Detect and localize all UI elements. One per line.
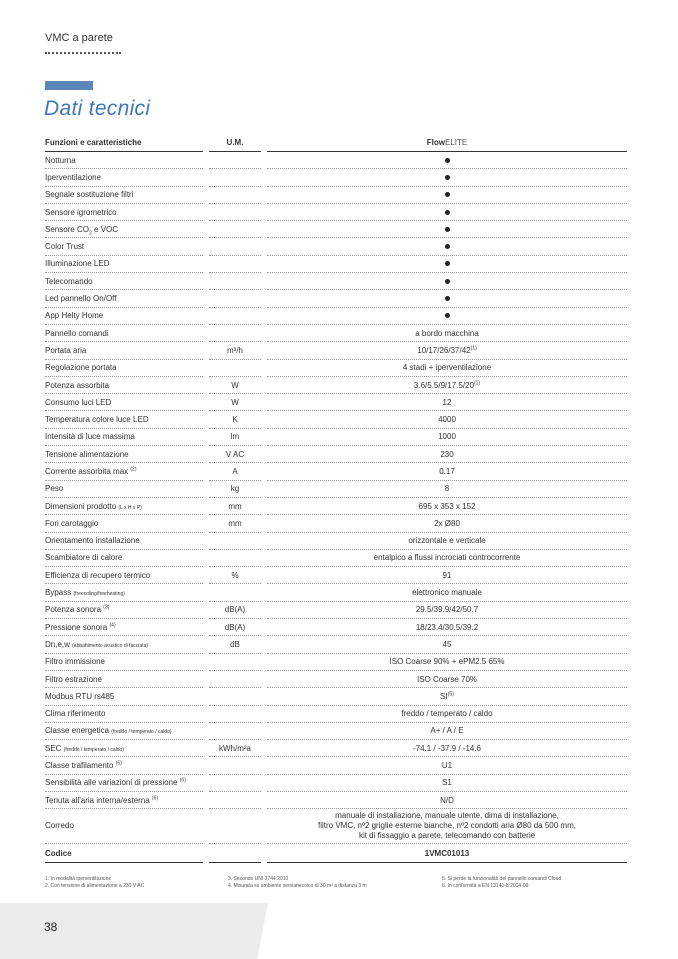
feature-included-bullet-icon [445, 244, 450, 249]
row-label-text: Corrente assorbita max [45, 466, 129, 476]
row-label-text: Consumo luci LED [45, 397, 112, 407]
table-row [45, 723, 627, 740]
row-value-text: A+ / A / E [430, 726, 464, 736]
row-label-text: Temperatura colore luce LED [45, 415, 149, 425]
row-label-text: App Helty Home [45, 311, 104, 321]
row-value-text: 0.17 [439, 466, 455, 476]
page-number: 38 [44, 920, 58, 934]
row-value [267, 273, 627, 290]
feature-included-bullet-icon [445, 210, 450, 215]
row-label [45, 654, 203, 671]
table-row [45, 602, 627, 619]
column-header-unit: U.M. [209, 134, 261, 152]
table-row [45, 550, 627, 567]
footnotes-column [45, 876, 144, 890]
row-value-text: orizzontale e verticale [408, 536, 486, 546]
row-unit [209, 273, 261, 290]
page-title: Dati tecnici [44, 97, 151, 120]
row-unit [209, 290, 261, 307]
footnote-ref: (2) [130, 466, 137, 473]
table-row [45, 152, 627, 169]
row-value [267, 187, 627, 204]
row-label-text: Led pannello On/Off [45, 294, 117, 304]
row-value-text: 45 [442, 639, 452, 649]
footer-panel [0, 903, 268, 959]
row-unit: V AC [209, 446, 261, 463]
row-label [45, 463, 203, 480]
row-value-text: 91 [442, 570, 452, 580]
feature-included-bullet-icon [445, 261, 450, 266]
row-value [267, 238, 627, 255]
row-value [267, 723, 627, 740]
row-label [45, 533, 203, 550]
table-row [45, 411, 627, 428]
column-header-model [267, 134, 627, 152]
row-unit [209, 221, 261, 238]
row-value [267, 671, 627, 688]
row-label [45, 481, 203, 498]
row-label-text: Tenuta all'aria interna/esterna [45, 795, 150, 805]
row-unit: mm [209, 498, 261, 515]
table-row [45, 706, 627, 723]
footnote-ref: (3) [103, 604, 110, 611]
row-label-text: Scambiatore di calore [45, 553, 123, 563]
row-label-note: (abbattimento acustico di facciata) [72, 642, 149, 649]
row-label [45, 342, 203, 359]
row-value [267, 654, 627, 671]
row-value [267, 308, 627, 325]
row-value-text: S1 [442, 778, 452, 788]
row-value [267, 636, 627, 653]
row-value-text: elettronico manuale [412, 588, 482, 598]
row-label-text: Fori carotaggio [45, 518, 99, 528]
row-label-text: Telecomando [45, 276, 93, 286]
header-divider [45, 52, 121, 54]
row-label [45, 723, 203, 740]
row-unit: % [209, 567, 261, 584]
row-value-text: 8 [444, 484, 450, 494]
feature-included-bullet-icon [445, 158, 450, 163]
table-row [45, 567, 627, 584]
row-value [267, 256, 627, 273]
row-value [267, 809, 627, 844]
footnote: 2. Con tensione di alimentazione a 230 V AC [45, 883, 145, 889]
table-row [45, 636, 627, 653]
row-unit [209, 169, 261, 186]
row-label [45, 325, 203, 342]
row-label-text: Pressione sonora [45, 622, 108, 632]
row-value-text: a bordo macchina [415, 328, 479, 338]
table-row [45, 671, 627, 688]
row-label [45, 169, 203, 186]
row-value-text: 4 stadi + iperventilazione [402, 363, 492, 373]
row-label-text: Orientamento installazione [45, 536, 140, 546]
section-label: VMC a parete [45, 32, 113, 44]
feature-included-bullet-icon [445, 296, 450, 301]
row-label-text: Classe trafilamento [45, 761, 114, 771]
row-label-text: Peso [45, 484, 64, 494]
table-row [45, 325, 627, 342]
row-value [267, 360, 627, 377]
spec-table-body [45, 152, 627, 809]
row-value [267, 515, 627, 532]
row-label [45, 792, 203, 809]
feature-included-bullet-icon [445, 192, 450, 197]
row-label-text: Bypass [45, 588, 72, 598]
row-unit: dB [209, 636, 261, 653]
row-label-text: Notturna [45, 155, 76, 165]
row-unit [209, 550, 261, 567]
row-label [45, 152, 203, 169]
row-value [267, 792, 627, 809]
model-suffix: ELITE [444, 138, 468, 147]
row-label-text: Segnale sostituzione filtri [45, 190, 134, 200]
row-label-text: Dimensioni prodotto [45, 501, 117, 511]
row-label [45, 498, 203, 515]
row-unit [209, 688, 261, 705]
row-value [267, 619, 627, 636]
row-label-note: (freecoling/freeheating) [73, 591, 125, 598]
row-label-text: Potenza assorbita [45, 380, 110, 390]
row-label-text: Dn,e,w [45, 639, 70, 649]
row-unit [209, 792, 261, 809]
row-unit: W [209, 394, 261, 411]
row-label-text: Efficienza di recupero termico [45, 570, 151, 580]
row-value [267, 377, 627, 394]
product-code: 1VMC01013 [267, 844, 627, 863]
footnote: 3. Secondo UNI 3744:2010 [228, 876, 289, 882]
row-unit: K [209, 411, 261, 428]
row-label: Codice [45, 844, 203, 863]
row-value-text: U1 [441, 761, 453, 771]
row-label-text: Sensore CO [45, 224, 90, 234]
row-unit [209, 204, 261, 221]
footnote-ref: (5) [447, 691, 454, 698]
row-label-text: Intensità di luce massima [45, 432, 135, 442]
table-row [45, 446, 627, 463]
row-value [267, 740, 627, 757]
row-label [45, 411, 203, 428]
feature-included-bullet-icon [445, 227, 450, 232]
row-value [267, 533, 627, 550]
row-unit: kg [209, 481, 261, 498]
row-value-text: ISO Coarse 90% + ePM2.5 65% [389, 657, 505, 667]
row-value-text: SI [440, 691, 448, 701]
table-row [45, 169, 627, 186]
row-unit: A [209, 463, 261, 480]
row-label [45, 775, 203, 792]
table-row [45, 775, 627, 792]
row-unit [209, 844, 261, 863]
row-label-text: Portata aria [45, 345, 87, 355]
row-value [267, 394, 627, 411]
row-value [267, 757, 627, 774]
row-value [267, 550, 627, 567]
row-label-text: Filtro estrazione [45, 674, 102, 684]
model-name: Flow [426, 138, 445, 147]
table-row [45, 204, 627, 221]
row-value [267, 463, 627, 480]
footnote-ref: (6) [151, 794, 159, 801]
row-label [45, 273, 203, 290]
row-label [45, 706, 203, 723]
row-label-note: (freddo / temperato / caldo) [63, 746, 124, 753]
footnote: 6. In conformità a EN 13141-8:2014-09 [442, 883, 529, 889]
table-row-corredo [45, 809, 627, 844]
row-label [45, 740, 203, 757]
row-value-text: 18/23.4/30.5/39.2 [415, 622, 479, 632]
row-unit: lm [209, 429, 261, 446]
row-value [267, 411, 627, 428]
row-label [45, 221, 203, 238]
footnotes-column [228, 876, 367, 890]
row-value [267, 567, 627, 584]
table-row [45, 757, 627, 774]
row-value-text: 2x Ø80 [434, 518, 460, 528]
row-label [45, 290, 203, 307]
table-row [45, 256, 627, 273]
row-value-text: freddo / temperato / caldo [401, 709, 493, 719]
table-row [45, 377, 627, 394]
spec-table [45, 134, 627, 863]
table-row [45, 688, 627, 705]
table-row [45, 584, 627, 601]
row-label-text: Illuminazione LED [45, 259, 110, 269]
table-row [45, 273, 627, 290]
row-unit [209, 360, 261, 377]
row-value [267, 221, 627, 238]
row-unit [209, 706, 261, 723]
column-header-feature: Funzioni e caratteristiche [45, 134, 203, 152]
row-label-text: Sensore igrometrico [45, 207, 117, 217]
row-label [45, 636, 203, 653]
table-row [45, 429, 627, 446]
row-value-text: 1000 [438, 432, 456, 442]
footnote-ref: (6) [115, 760, 122, 767]
row-value [267, 169, 627, 186]
row-label [45, 550, 203, 567]
row-value-text: ISO Coarse 70% [416, 674, 478, 684]
row-unit: m³/h [209, 342, 261, 359]
table-row [45, 498, 627, 515]
row-label-text: Classe energetica [45, 726, 110, 736]
row-label-text: Pannello comandi [45, 328, 109, 338]
table-row [45, 792, 627, 809]
footnote-ref: (6) [179, 777, 186, 784]
row-label [45, 394, 203, 411]
row-unit [209, 152, 261, 169]
row-unit [209, 671, 261, 688]
row-value [267, 204, 627, 221]
row-unit [209, 809, 261, 844]
table-row [45, 654, 627, 671]
table-row [45, 533, 627, 550]
row-unit: kWh/m²a [209, 740, 261, 757]
row-label [45, 429, 203, 446]
footnote: 5. Si perde la funzionalità del pannello comandi Cloud [442, 876, 562, 882]
row-unit [209, 256, 261, 273]
row-label-text: Potenza sonora [45, 605, 102, 615]
row-label-text: SEC [45, 743, 62, 753]
row-label [45, 567, 203, 584]
row-value-text: 10/17/26/37/42 [417, 345, 471, 355]
table-row-codice [45, 844, 627, 863]
row-label-text: Regolazione portata [45, 363, 117, 373]
row-value-text: 12 [442, 397, 452, 407]
table-row [45, 463, 627, 480]
row-label-tail: e VOC [91, 224, 119, 234]
footnote: 4. Misurata su ambiente semianecoico di 30 m³ a distanza 3 m [228, 883, 367, 889]
row-value-text: 230 [440, 449, 454, 459]
table-row [45, 238, 627, 255]
row-unit: dB(A) [209, 619, 261, 636]
row-value [267, 429, 627, 446]
row-value [267, 290, 627, 307]
row-label [45, 204, 203, 221]
footnote-ref: (1) [473, 379, 481, 386]
footnote: 1. In modalità iperventilazione [45, 876, 112, 882]
row-value-text: N/D [440, 795, 454, 805]
row-unit [209, 757, 261, 774]
row-label: Corredo [45, 809, 203, 844]
table-row [45, 290, 627, 307]
row-unit: dB(A) [209, 602, 261, 619]
row-label [45, 602, 203, 619]
table-row [45, 360, 627, 377]
table-row [45, 221, 627, 238]
row-unit [209, 533, 261, 550]
row-label [45, 360, 203, 377]
label-subscript: 2 [89, 230, 92, 237]
row-value-text: 695 x 353 x 152 [418, 501, 476, 511]
row-label [45, 377, 203, 394]
row-label [45, 515, 203, 532]
row-label-note: (freddo / temperato / caldo) [111, 729, 172, 736]
row-label-text: Tensione alimentazione [45, 449, 129, 459]
row-label [45, 619, 203, 636]
table-row [45, 515, 627, 532]
row-value [267, 706, 627, 723]
footnotes-column [442, 876, 561, 890]
table-row [45, 187, 627, 204]
table-row [45, 394, 627, 411]
row-label-text: Iperventilazione [45, 172, 102, 182]
table-header-row [45, 134, 627, 152]
feature-included-bullet-icon [445, 175, 450, 180]
footnote-ref: (4) [109, 622, 116, 628]
table-row [45, 342, 627, 359]
row-value-text: entalpico a flussi incrociati controcorrente [373, 553, 521, 563]
row-label-text: Filtro immissione [45, 657, 106, 667]
corredo-line: manuale di installazione, manuale utente, dima di installazione, [335, 811, 559, 821]
row-unit: mm [209, 515, 261, 532]
row-value [267, 498, 627, 515]
row-unit [209, 584, 261, 601]
row-value [267, 446, 627, 463]
table-row [45, 619, 627, 636]
accent-bar [45, 81, 93, 90]
row-unit [209, 238, 261, 255]
table-row [45, 308, 627, 325]
feature-included-bullet-icon [445, 279, 450, 284]
row-value-text: 4000 [438, 415, 456, 425]
footnote-ref: (1) [470, 345, 477, 352]
row-unit [209, 723, 261, 740]
corredo-line: kit di fissaggio a parete, telecomando con batterie [358, 831, 536, 841]
row-label-text: Color Trust [45, 242, 85, 252]
row-label [45, 238, 203, 255]
row-label [45, 584, 203, 601]
row-label [45, 187, 203, 204]
row-unit [209, 325, 261, 342]
row-label [45, 757, 203, 774]
row-label [45, 446, 203, 463]
row-unit [209, 775, 261, 792]
row-value-text: -74.1 / -37.9 / -14.6 [412, 743, 482, 753]
row-label-text: Sensibilità alle variazioni di pressione [45, 778, 178, 788]
row-label [45, 308, 203, 325]
row-value [267, 481, 627, 498]
row-value [267, 325, 627, 342]
row-label-text: Modbus RTU rs485 [45, 691, 115, 701]
row-unit: W [209, 377, 261, 394]
row-label-note: (L x H x P) [118, 504, 142, 511]
table-row [45, 481, 627, 498]
row-value-text: 29.5/39.9/42/50.7 [415, 605, 479, 615]
row-value [267, 775, 627, 792]
corredo-line: filtro VMC, nº2 griglie esterne bianche, nº2 condotti aria Ø80 da 500 mm, [318, 821, 576, 831]
row-value [267, 342, 627, 359]
row-label [45, 671, 203, 688]
row-unit [209, 187, 261, 204]
row-unit [209, 654, 261, 671]
row-label [45, 256, 203, 273]
feature-included-bullet-icon [445, 313, 450, 318]
row-value [267, 584, 627, 601]
row-label [45, 688, 203, 705]
row-value [267, 688, 627, 705]
row-value-text: 3.6/5.5/9/17.5/20 [413, 380, 474, 390]
row-label-text: Clima riferimento [45, 709, 106, 719]
row-value [267, 602, 627, 619]
row-value [267, 152, 627, 169]
table-row [45, 740, 627, 757]
row-unit [209, 308, 261, 325]
